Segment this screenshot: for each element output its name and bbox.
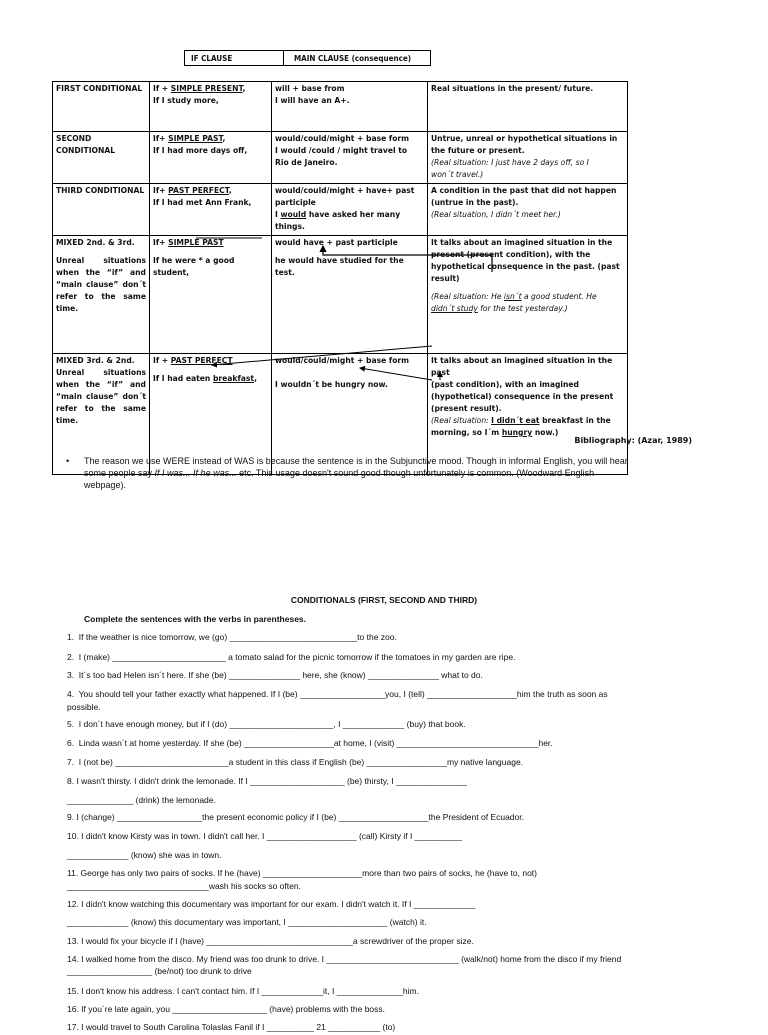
exercise-line: 15. I don't know his address. I can't contact him. If I _____________it, I ______________him. [67,986,419,996]
exercise-line: 7. I (not be) ________________________a student in this class if English (be) _________________my native language. [67,757,524,767]
exercise-line: 13. I would fix your bicycle if I (have) _______________________________a screwdriver of the proper size. [67,936,474,946]
row-label: MIXED 2nd. & 3rd. Unreal situations when the “if” and “main clause” don´t refer to the same time. [53,236,150,354]
exercise-line: 3. It´s too bad Helen isn´t here. If she (be) _______________ here, she (know) _______________ what to do. [67,670,483,680]
exercise-line: _____________ (know) this documentary was important, I _____________________ (watch) it. [67,917,427,927]
exercise-line: 16. If you´re late again, you ____________________ (have) problems with the boss. [67,1004,386,1014]
exercise-line: ______________ (drink) the lemonade. [67,795,216,805]
row-label: MIXED 3rd. & 2nd. Unreal situations when the “if” and “main clause” don´t refer to the same time. [53,354,150,475]
exercise-title: CONDITIONALS (FIRST, SECOND AND THIRD) [290,595,478,605]
mixed-2-3-row [53,236,628,354]
exercise-line: 10. I didn't know Kirsty was in town. I didn't call her. I ___________________ (call) Kirsty if I __________ [67,831,462,841]
if-clause-cell: If+ SIMPLE PAST If he were * a good student, [150,236,272,354]
bibliography: Bibliography: (Azar, 1989) [574,436,692,445]
row-label: SECOND CONDITIONAL [53,132,150,184]
usage-cell: It talks about an imagined situation in the past (past condition), with an imagined (hypothetical) consequence in the present (present result). (Real situation: I didn´t eat breakfast in the morning, so I´m hungry now.) [428,354,628,475]
usage-cell: It talks about an imagined situation in the present (present condition), with the hypothetical consequence in the past. (past result) (Real situation: He isn´t a good student. He didn´t study for the test yesterday.) [428,236,628,354]
header-table [184,50,431,66]
row-label: FIRST CONDITIONAL [53,82,150,132]
if-clause-cell: If + SIMPLE PRESENT, If I study more, [150,82,272,132]
exercise-line: possible. [67,702,101,712]
second-conditional-row [53,132,628,184]
exercise-line: 9. I (change) __________________the present economic policy if I (be) ___________________the President of Ecuador. [67,812,524,822]
exercise-line: 5. I don´t have enough money, but if I (do) ______________________, I _____________ (buy) that book. [67,719,466,729]
exercise-line: 6. Linda wasn´t at home yesterday. If she (be) ___________________at home, I (visit) ______________________________her. [67,738,553,748]
third-conditional-row [53,184,628,236]
conditionals-table [52,81,628,475]
usage-cell: Untrue, unreal or hypothetical situations in the future or present. (Real situation: I just have 2 days off, so I won´t travel.) [428,132,628,184]
main-clause-cell: would/could/might + base form I wouldn´t be hungry now. [272,354,428,475]
if-clause-cell: If+ PAST PERFECT, If I had met Ann Frank, [150,184,272,236]
exercise-line: 2. I (make) ________________________ a tomato salad for the picnic tomorrow if the tomatoes in my garden are ripe. [67,652,516,662]
main-clause-cell: would have + past participle he would have studied for the test. [272,236,428,354]
exercise-line: 17. I would travel to South Carolina Tolaslas Fanil if I __________ 21 ___________ (to) [67,1022,396,1032]
if-clause-cell: If + PAST PERFECT If I had eaten breakfast, [150,354,272,475]
bullet-icon: • [66,456,70,466]
exercise-line: ______________________________wash his socks so often. [67,881,301,891]
main-clause-cell: would/could/might + base form I would /could / might travel to Rio de Janeiro. [272,132,428,184]
exercise-line: 1. If the weather is nice tomorrow, we (go) ___________________________to the zoo. [67,632,397,642]
exercise-line: __________________ (be/not) too drunk to drive [67,966,252,976]
subjunctive-note: • The reason we use WERE instead of WAS is because the sentence is in the Subjunctive mood. Though in informal English, you will hear some people say If I was... If he was... etc. This usage doesn't sound good though unfortunately is common. (Woodward English webpage). [66,456,628,490]
row-label: THIRD CONDITIONAL [53,184,150,236]
main-clause-header: MAIN CLAUSE (consequence) [284,51,431,66]
if-clause-cell: If+ SIMPLE PAST, If I had more days off, [150,132,272,184]
exercise-line: _____________ (know) she was in town. [67,850,222,860]
exercise-line: 4. You should tell your father exactly what happened. If I (be) __________________you, I (tell) ___________________him the truth as soon as [67,689,608,699]
exercise-line: 11. George has only two pairs of socks. If he (have) _____________________more than two pairs of socks, he (have to, not) [67,868,537,878]
if-clause-header: IF CLAUSE [185,51,284,66]
usage-cell: Real situations in the present/ future. [428,82,628,132]
exercise-instruction: Complete the sentences with the verbs in parentheses. [84,614,307,624]
exercise-line: 12. I didn't know watching this documentary was important for our exam. I didn't watch it. If I _____________ [67,899,476,909]
main-clause-cell: would/could/might + have+ past participle I would have asked her many things. [272,184,428,236]
main-clause-cell: will + base from I will have an A+. [272,82,428,132]
usage-cell: A condition in the past that did not happen (untrue in the past). (Real situation, I didn´t meet her.) [428,184,628,236]
exercise-line: 14. I walked home from the disco. My friend was too drunk to drive. I ____________________________ (walk/not) home from the disco if my friend [67,954,622,964]
exercise-line: 8. I wasn't thirsty. I didn't drink the lemonade. If I ____________________ (be) thirsty, I _______________ [67,776,467,786]
first-conditional-row [53,82,628,132]
